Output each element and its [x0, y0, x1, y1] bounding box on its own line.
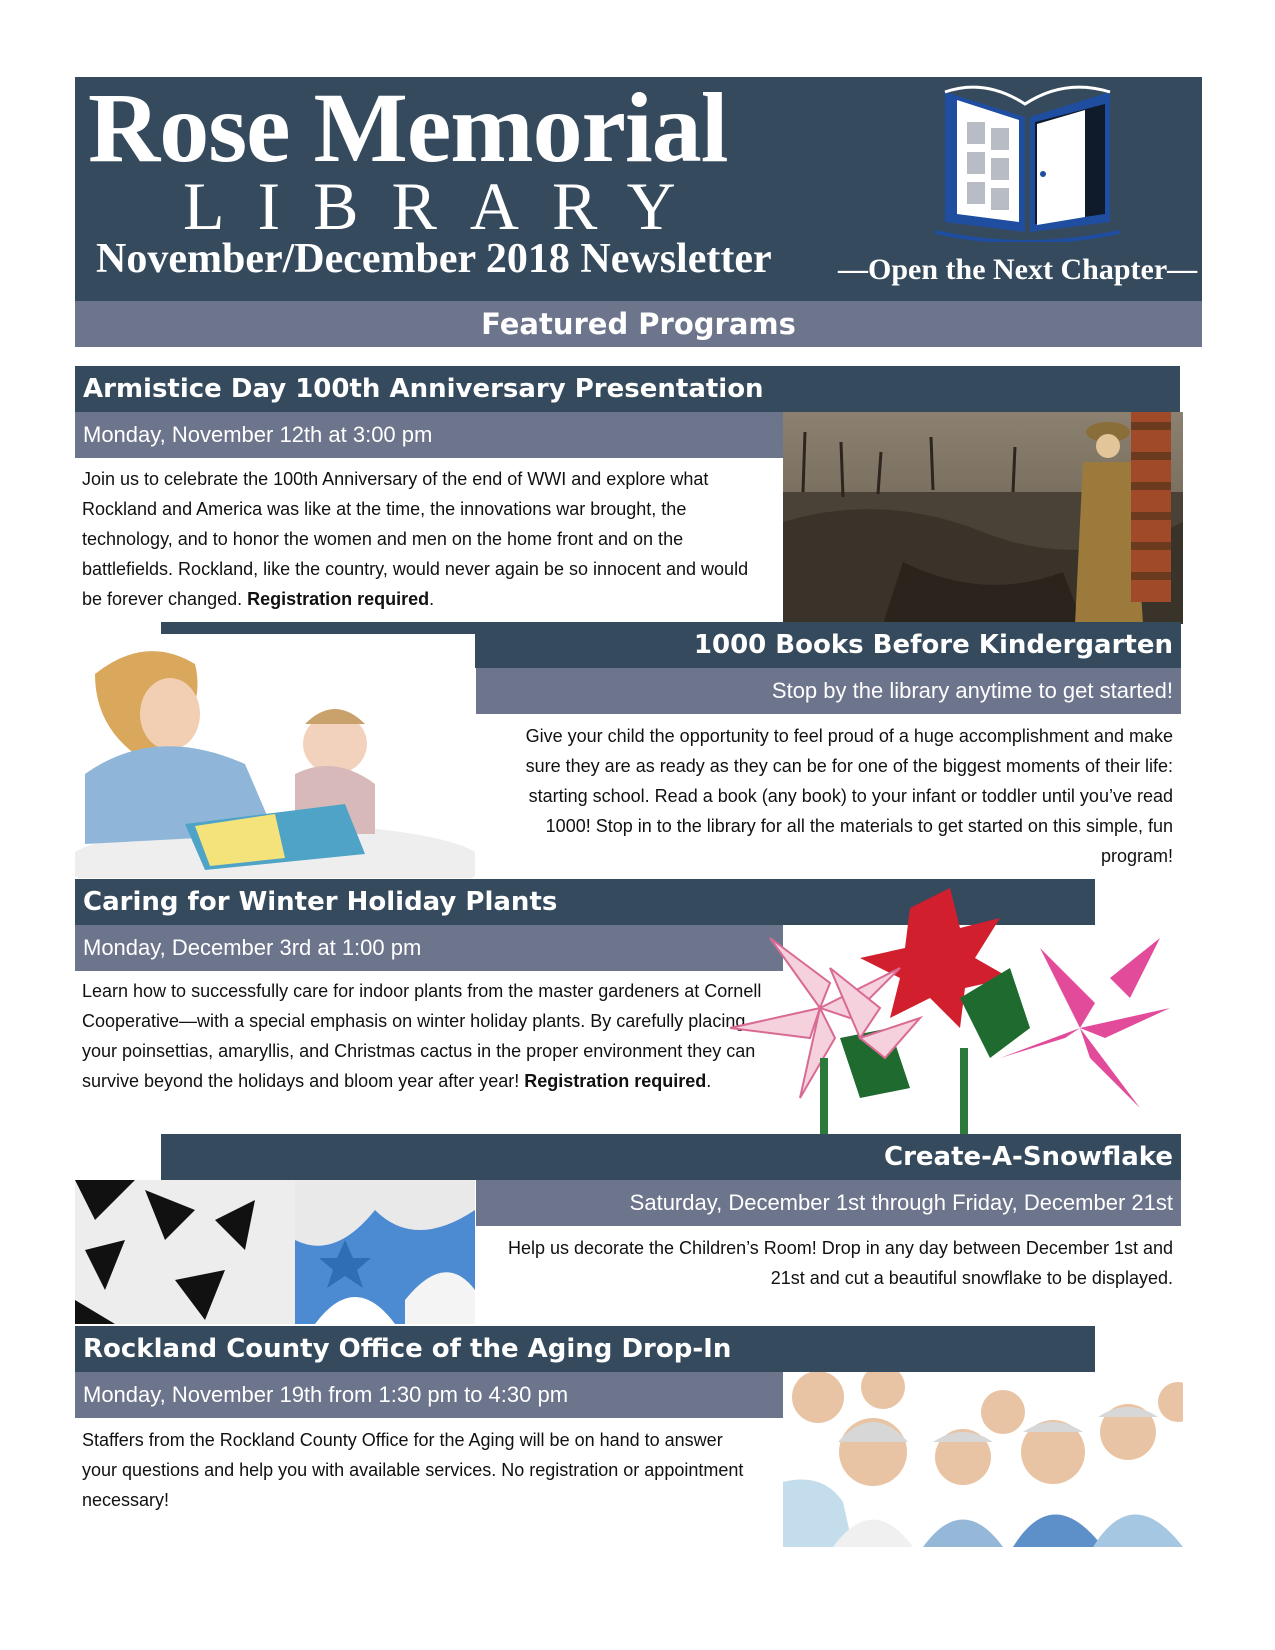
program-title-office-of-aging: Rockland County Office of the Aging Drop-In [75, 1326, 1095, 1372]
registration-note: Registration required [524, 1071, 707, 1091]
seniors-thumbs-up-photo [783, 1372, 1183, 1547]
program-when-snowflake: Saturday, December 1st through Friday, December 21st [476, 1180, 1181, 1226]
program-description-snowflake: Help us decorate the Children’s Room! Drop in any day between December 1st and 21st and cut a beautiful snowflake to be displayed. [507, 1238, 1173, 1288]
program-description-1000-books: Give your child the opportunity to feel proud of a huge accomplishment and make sure they are as ready as they can be for one of the biggest moments of their life: starting school. Read a book (any book) to your infant or toddler until you’ve read 1000! Stop in to the library for all the materials to get started on this simple, fun program! [525, 726, 1173, 866]
program-description-holiday-plants: Learn how to successfully care for indoor plants from the master gardeners at Cornell Cooperative—with a special emphasis on winter holiday plants. By carefully placing your poinsettias, amaryllis, and Christmas cactus in the proper environment they can survive beyond the holidays and bloom year after year! Registration required. [82, 981, 762, 1091]
newsletter-issue: November/December 2018 Newsletter [96, 236, 772, 282]
program-when-holiday-plants: Monday, December 3rd at 1:00 pm [75, 925, 783, 971]
program-title-snowflake: Create-A-Snowflake [161, 1134, 1181, 1180]
program-when-1000-books: Stop by the library anytime to get started! [476, 668, 1181, 714]
library-subtitle: LIBRARY [183, 168, 709, 244]
program-when-office-of-aging: Monday, November 19th from 1:30 pm to 4:30 pm [75, 1372, 783, 1418]
program-description-armistice: Join us to celebrate the 100th Anniversary of the end of WWI and explore what Rockland and America was like at the time, the innovations war brought, the technology, and to honor the women and men on the home front and on the battlefields. Rockland, like the country, would never again be so innocent and would be forever changed. Registration required. [82, 469, 749, 609]
open-book-door-icon [935, 82, 1120, 242]
library-name: Rose Memorial [88, 72, 728, 183]
paper-snowflake-photo [75, 1180, 475, 1324]
mother-reading-to-baby-photo [75, 634, 475, 878]
program-when-armistice: Monday, November 12th at 3:00 pm [75, 412, 783, 458]
program-title-armistice: Armistice Day 100th Anniversary Presentation [75, 366, 1180, 412]
program-title-1000-books: 1000 Books Before Kindergarten [161, 622, 1181, 668]
wwi-trench-photo [783, 412, 1183, 624]
program-description-office-of-aging: Staffers from the Rockland County Office for the Aging will be on hand to answer your questions and help you with available services. No registration or appointment necessary! [82, 1430, 744, 1510]
holiday-flowers-photo [710, 888, 1205, 1138]
tagline: —Open the Next Chapter— [838, 253, 1198, 286]
program-title-holiday-plants: Caring for Winter Holiday Plants [75, 879, 1095, 925]
registration-note: Registration required [247, 589, 430, 609]
section-title: Featured Programs [481, 307, 796, 341]
